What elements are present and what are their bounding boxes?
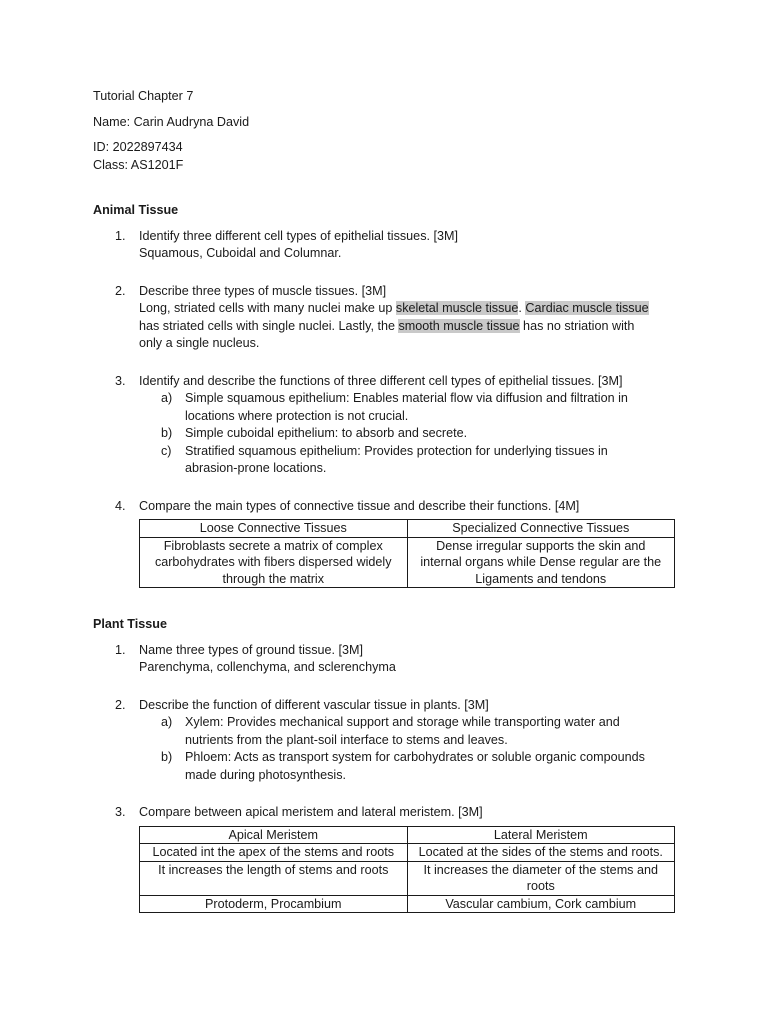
question-number: 4. — [115, 498, 126, 513]
cell-line: roots — [526, 879, 555, 893]
answer-line: only a single nucleus. — [139, 336, 260, 350]
table-cell — [407, 861, 675, 895]
table-header-cell: Specialized Connective Tissues — [407, 520, 675, 538]
table-row — [140, 861, 675, 895]
table-cell — [140, 844, 408, 862]
question-text: Identify three different cell types of epithelial tissues. [3M] — [139, 228, 458, 243]
list-item-label: a) — [161, 715, 173, 729]
table-header-row — [140, 826, 675, 844]
cell-line: Dense irregular supports the skin and — [436, 538, 646, 553]
answer-text: has striated cells with single nuclei. Lastly, the — [139, 318, 399, 333]
cell-line: Ligaments and tendons — [475, 571, 607, 586]
question-text: Name three types of ground tissue. [3M] — [139, 642, 364, 657]
section-title-plant: Plant Tissue — [93, 617, 167, 631]
answer-text: Long, striated cells with many nuclei make up — [139, 301, 396, 315]
document-page — [93, 88, 693, 913]
question-number: 3. — [115, 805, 126, 819]
list-item-label: a) — [161, 391, 173, 405]
list-item-text: Stratified squamous epithelium: Provides protection for underlying tissues in — [185, 443, 608, 458]
answer-text: has no striation with — [519, 318, 635, 333]
table-cell — [140, 537, 408, 588]
table-cell — [407, 895, 675, 913]
answer-text: Squamous, Cuboidal and Columnar. — [139, 246, 342, 260]
question-number: 1. — [115, 228, 126, 243]
table-cell — [140, 895, 408, 913]
question-number: 2. — [115, 697, 126, 712]
question-number: 2. — [115, 283, 126, 298]
list-item-text: Simple squamous epithelium: Enables material flow via diffusion and filtration in — [185, 391, 628, 405]
animal-question-4 — [93, 498, 693, 516]
cell-line: Located int the apex of the stems and roots — [152, 845, 395, 859]
table-cell — [140, 861, 408, 895]
answer-line — [139, 318, 693, 336]
question-number: 3. — [115, 373, 126, 388]
question-number: 1. — [115, 642, 126, 657]
list-item-text: made during photosynthesis. — [185, 767, 347, 782]
answer-text: . — [518, 301, 526, 315]
list-item — [93, 443, 693, 478]
student-class: Class: AS1201F — [93, 157, 184, 172]
question-text: Describe three types of muscle tissues. [3M] — [139, 283, 387, 298]
connective-tissue-table — [139, 519, 675, 588]
animal-question-2 — [93, 283, 693, 353]
plant-question-2 — [93, 697, 693, 715]
list-item — [93, 714, 693, 749]
list-item-label: c) — [161, 443, 172, 458]
plant-question-1 — [93, 642, 693, 677]
answer-text: Parenchyma, collenchyma, and sclerenchyma — [139, 660, 396, 674]
cell-line: Fibroblasts secrete a matrix of complex — [163, 538, 383, 553]
list-item-label: b) — [161, 750, 173, 764]
list-item — [93, 749, 693, 784]
table-row — [140, 895, 675, 913]
table-header-row — [140, 520, 675, 538]
question-text: Compare between apical meristem and lateral meristem. [3M] — [139, 805, 483, 819]
table-header-cell: Loose Connective Tissues — [140, 520, 408, 538]
list-item-text: Phloem: Acts as transport system for carbohydrates or soluble organic compounds — [185, 750, 645, 764]
list-item — [93, 390, 693, 425]
list-item-text: Xylem: Provides mechanical support and storage while transporting water and — [185, 715, 620, 729]
animal-question-3 — [93, 373, 693, 391]
section-title-animal: Animal Tissue — [93, 203, 179, 217]
cell-line: It increases the length of stems and roots — [158, 862, 389, 877]
answer-line — [139, 300, 693, 318]
plant-question-3 — [93, 804, 693, 822]
list-item-text: Simple cuboidal epithelium: to absorb and secrete. — [185, 426, 468, 440]
cell-line: Vascular cambium, Cork cambium — [445, 896, 637, 911]
doc-title: Tutorial Chapter 7 — [93, 89, 194, 103]
cell-line: through the matrix — [222, 571, 324, 586]
cell-line: carbohydrates with fibers dispersed widely — [154, 555, 392, 569]
highlighted-term: smooth muscle tissue — [398, 318, 520, 333]
question-text: Identify and describe the functions of three different cell types of epithelial tissues. [3M] — [139, 373, 623, 388]
question-text: Compare the main types of connective tissue and describe their functions. [4M] — [139, 498, 580, 513]
cell-line: Protoderm, Procambium — [205, 896, 342, 911]
list-item-text: abrasion-prone locations. — [185, 461, 327, 475]
list-item-text: nutrients from the plant-soil interface to stems and leaves. — [185, 732, 508, 747]
cell-line: internal organs while Dense regular are the — [420, 555, 662, 569]
list-item-label: b) — [161, 426, 173, 440]
highlighted-term: skeletal muscle tissue — [395, 301, 519, 315]
list-item-text: locations where protection is not crucial. — [185, 408, 409, 423]
animal-question-1 — [93, 228, 693, 263]
table-row — [140, 537, 675, 588]
table-row — [140, 844, 675, 862]
table-cell — [407, 537, 675, 588]
cell-line: It increases the diameter of the stems and — [423, 862, 658, 877]
question-text: Describe the function of different vascular tissue in plants. [3M] — [139, 697, 489, 712]
meristem-table — [139, 826, 675, 914]
list-item — [93, 425, 693, 443]
student-name: Name: Carin Audryna David — [93, 114, 250, 129]
table-cell — [407, 844, 675, 862]
highlighted-term: Cardiac muscle tissue — [525, 301, 649, 315]
table-header-cell: Lateral Meristem — [407, 826, 675, 844]
table-header-cell: Apical Meristem — [140, 826, 408, 844]
cell-line: Located at the sides of the stems and roots. — [418, 845, 663, 859]
student-id: ID: 2022897434 — [93, 140, 183, 154]
